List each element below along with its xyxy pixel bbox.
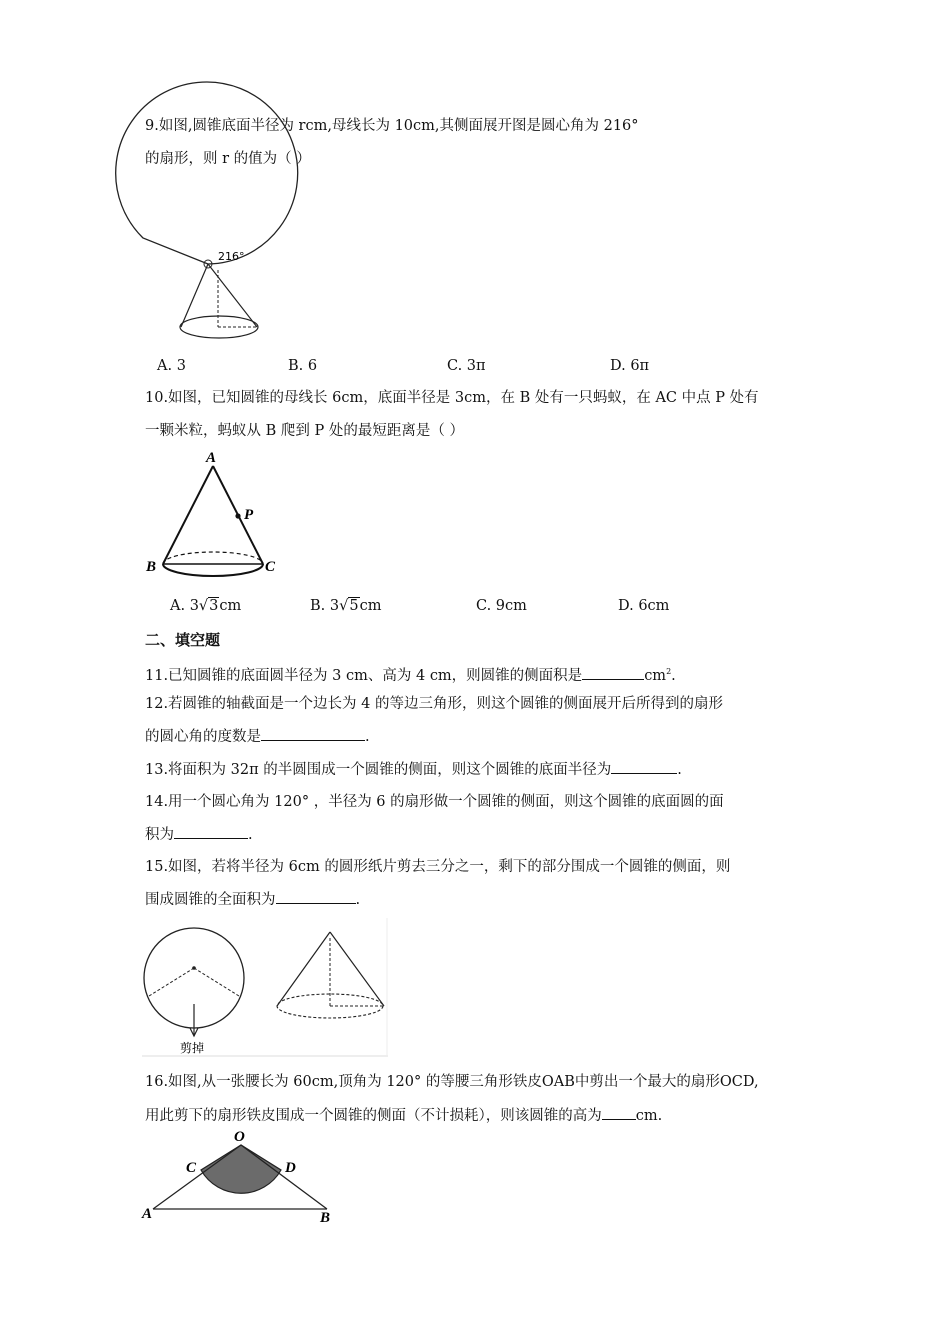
q16-label-a: A [142, 1206, 153, 1222]
q10-option-d: D. 6cm [618, 598, 670, 614]
q12-text: 的圆心角的度数是 [145, 729, 261, 745]
q15-figure [140, 918, 390, 1058]
q9-line2: 的扇形，则 r 的值为（ ） [145, 151, 311, 167]
q9-option-a: A. 3 [157, 358, 186, 374]
q10-line2: 一颗米粒，蚂蚁从 B 爬到 P 处的最短距离是（ ） [145, 423, 464, 439]
q11-unit: cm [644, 667, 667, 684]
section-heading: 二、填空题 [145, 631, 221, 649]
sqrt-symbol: √5 [339, 598, 359, 614]
q9-angle-label: 216° [218, 250, 245, 263]
q9-option-b: B. 6 [288, 358, 318, 374]
q13-end: . [677, 762, 682, 778]
q15-line2 [145, 889, 360, 910]
q16-text: 用此剪下的扇形铁皮围成一个圆锥的侧面（不计损耗），则该圆锥的高为 [145, 1108, 602, 1124]
q16-line2 [145, 1105, 662, 1126]
q9-figure [140, 178, 310, 348]
q14-text: 积为 [145, 827, 174, 843]
q10-option-b-prefix: B. 3 [310, 598, 340, 614]
q13-answer-blank[interactable] [611, 759, 677, 774]
q10-option-c: C. 9cm [476, 598, 527, 614]
q9-option-c: C. 3π [447, 358, 486, 374]
sqrt-symbol: √3 [198, 598, 219, 614]
q11-answer-blank[interactable] [582, 665, 644, 680]
q11-text: 11.已知圆锥的底面圆半径为 3 cm、高为 4 cm，则圆锥的侧面积是 [145, 667, 583, 684]
q10-option-b [310, 596, 381, 616]
q10-line1: 10.如图，已知圆锥的母线长 6cm，底面半径是 3cm，在 B 处有一只蚂蚁，在 AC 中点 P 处有 [145, 390, 759, 406]
q14-answer-blank[interactable] [174, 824, 248, 839]
q10-label-c: C [265, 559, 276, 575]
q13-line [145, 759, 682, 780]
q12-line2 [145, 726, 370, 747]
q14-line2 [145, 824, 253, 845]
q10-label-p: P [244, 507, 254, 523]
q11-line [145, 662, 676, 686]
q10-label-a: A [206, 450, 217, 466]
q9-sector-arc [116, 82, 298, 264]
q12-line1: 12.若圆锥的轴截面是一个边长为 4 的等边三角形，则这个圆锥的侧面展开后所得到的扇形 [145, 696, 723, 712]
q15-answer-blank[interactable] [276, 889, 356, 904]
q10-option-a-radicand: 3 [209, 598, 219, 614]
q10-option-a [170, 596, 241, 616]
q16-label-o: O [234, 1129, 245, 1145]
q14-line1: 14.用一个圆心角为 120° ，半径为 6 的扇形做一个圆锥的侧面，则这个圆锥的底面圆的面 [145, 794, 724, 810]
q10-option-a-unit: cm [219, 598, 242, 614]
q16-label-c: C [186, 1160, 197, 1176]
q16-label-d: D [285, 1160, 296, 1176]
q16-figure [140, 1130, 340, 1225]
q10-option-b-unit: cm [359, 598, 382, 614]
q14-end: . [248, 827, 253, 843]
q16-label-b: B [320, 1210, 331, 1226]
q9-option-d: D. 6π [610, 358, 650, 374]
q15-cut-label: 剪掉 [180, 1041, 205, 1055]
q15-text: 围成圆锥的全面积为 [145, 892, 276, 908]
q13-text: 13.将面积为 32π 的半圆围成一个圆锥的侧面，则这个圆锥的底面半径为 [145, 762, 612, 778]
q11-end: . [671, 667, 676, 684]
q15-line1: 15.如图，若将半径为 6cm 的圆形纸片剪去三分之一，剩下的部分围成一个圆锥的侧面，则 [145, 859, 731, 875]
q9-line1: 9.如图,圆锥底面半径为 rcm,母线长为 10cm,其侧面展开图是圆心角为 216° [145, 118, 639, 134]
q15-end: . [355, 892, 361, 908]
q16-end: cm. [635, 1108, 663, 1124]
q10-option-b-radicand: 5 [349, 598, 359, 614]
q11-unit-exponent: 2 [666, 667, 672, 676]
q10-label-b: B [146, 559, 157, 575]
q10-figure [145, 452, 285, 582]
q16-line1: 16.如图,从一张腰长为 60cm,顶角为 120° 的等腰三角形铁皮OAB中剪出一个最大的扇形OCD, [145, 1074, 759, 1090]
q12-answer-blank[interactable] [261, 726, 365, 741]
q10-option-a-prefix: A. 3 [170, 598, 199, 614]
q16-sector-ocd [201, 1145, 281, 1193]
q12-end: . [365, 729, 370, 745]
q16-answer-blank[interactable] [602, 1105, 636, 1120]
